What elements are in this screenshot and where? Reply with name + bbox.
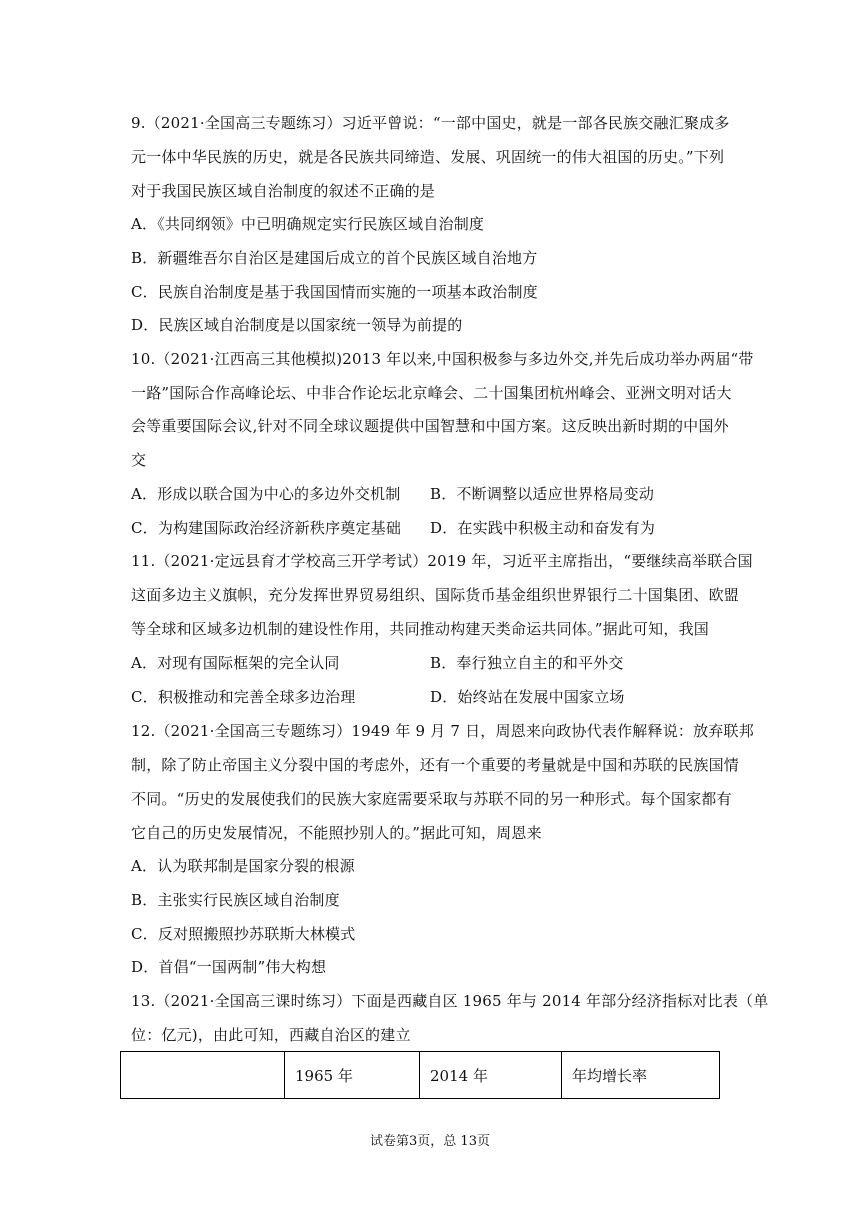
q11-option-b[interactable]: B．奉行独立自主的和平外交: [430, 654, 624, 672]
q12-stem-line3: 不同。“历史的发展使我们的民族大家庭需要采取与苏联不同的另一种形式。每个国家都有: [131, 790, 732, 808]
q12-stem-line1: 12.（2021·全国高三专题练习）1949 年 9 月 7 日，周恩来向政协代表作解释说：放弃联邦: [131, 722, 754, 740]
q13-stem-line1: 13.（2021·全国高三课时练习）下面是西藏自区 1965 年与 2014 年部分经济指标对比表（单: [131, 992, 769, 1010]
q11-option-a[interactable]: A．对现有国际框架的完全认同: [131, 654, 340, 672]
q11-option-c[interactable]: C．积极推动和完善全球多边治理: [131, 688, 356, 706]
q11-options-row2: [131, 686, 731, 708]
q13-economic-table: [120, 1051, 720, 1099]
q12-option-c[interactable]: C．反对照搬照抄苏联斯大林模式: [131, 925, 356, 943]
table-header-cell: [121, 1052, 285, 1099]
q10-stem-line1: 10.（2021·江西高三其他模拟)2013 年以来,中国积极参与多边外交,并先后成功举办两届“带: [131, 350, 754, 368]
q11-stem-line2: 这面多边主义旗帜，充分发挥世界贸易组织、国际货币基金组织世界银行二十国集团、欧盟: [131, 586, 740, 604]
q10-option-d[interactable]: D．在实践中积极主动和奋发有为: [430, 519, 656, 537]
q10-option-b[interactable]: B．不断调整以适应世界格局变动: [430, 485, 655, 503]
q9-stem-line3: 对于我国民族区域自治制度的叙述不正确的是: [131, 182, 436, 200]
q9-stem-line1: 9.（2021·全国高三专题练习）习近平曾说：“一部中国史，就是一部各民族交融汇聚成多: [131, 114, 730, 132]
q12-stem-line2: 制，除了防止帝国主义分裂中国的考虑外，还有一个重要的考量就是中国和苏联的民族国情: [131, 756, 740, 774]
q13-stem-line2: 位：亿元)，由此可知，西藏自治区的建立: [131, 1026, 411, 1044]
q11-option-d[interactable]: D．始终站在发展中国家立场: [430, 688, 625, 706]
q9-option-d[interactable]: D．民族区域自治制度是以国家统一领导为前提的: [131, 316, 463, 334]
q10-stem-line2: 一路”国际合作高峰论坛、中非合作论坛北京峰会、二十国集团杭州峰会、亚洲文明对话大: [131, 384, 732, 402]
q12-option-d[interactable]: D．首倡“一国两制”伟大构想: [131, 958, 327, 976]
q9-option-c[interactable]: C．民族自治制度是基于我国国情而实施的一项基本政治制度: [131, 283, 538, 301]
q10-option-c[interactable]: C．为构建国际政治经济新秩序奠定基础: [131, 519, 402, 537]
page-footer: 试卷第3页，总 13页: [370, 1134, 490, 1149]
table-header-cell: 2014 年: [420, 1052, 562, 1099]
q10-options-row1: [131, 483, 731, 505]
q10-stem-line3: 会等重要国际会议,针对不同全球议题提供中国智慧和中国方案。这反映出新时期的中国外: [131, 417, 729, 435]
q9-stem-line2: 元一体中华民族的历史，就是各民族共同缔造、发展、巩固统一的伟大祖国的历史。”下列: [131, 148, 725, 166]
q12-option-a[interactable]: A．认为联邦制是国家分裂的根源: [131, 857, 355, 875]
q11-stem-line3: 等全球和区域多边机制的建设性作用，共同推动构建天类命运共同体。”据此可知，我国: [131, 620, 709, 638]
q10-stem-line4: 交: [131, 451, 147, 469]
q9-option-a[interactable]: A．《共同纲领》中已明确规定实行民族区域自治制度: [131, 215, 485, 233]
table-header-cell: 1965 年: [285, 1052, 420, 1099]
q12-stem-line4: 它自己的历史发展情况，不能照抄别人的。”据此可知，周恩来: [131, 824, 542, 842]
q11-stem-line1: 11.（2021·定远县育才学校高三开学考试）2019 年，习近平主席指出，“要继续高举联合国: [131, 552, 753, 570]
table-row: [121, 1052, 720, 1099]
q10-options-row2: [131, 517, 731, 539]
q10-option-a[interactable]: A．形成以联合国为中心的多边外交机制: [131, 485, 401, 503]
q9-option-b[interactable]: B．新疆维吾尔自治区是建国后成立的首个民族区域自治地方: [131, 249, 538, 267]
q12-option-b[interactable]: B．主张实行民族区域自治制度: [131, 891, 340, 909]
q11-options-row1: [131, 652, 731, 674]
table-header-cell: 年均增长率: [562, 1052, 720, 1099]
